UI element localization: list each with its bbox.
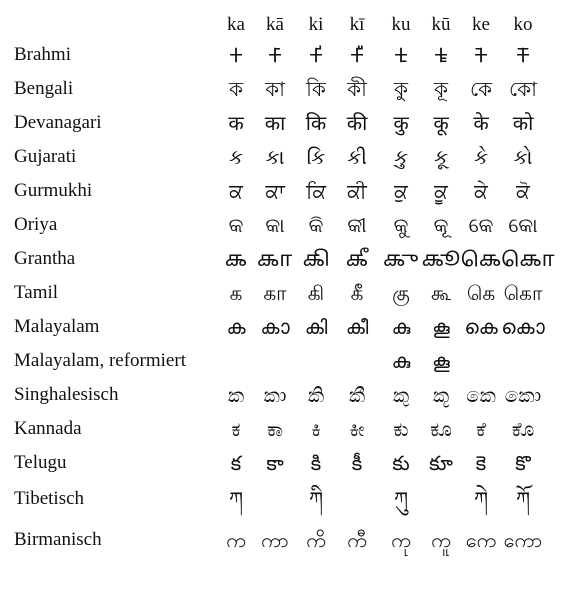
syllable-glyph: ਕਾ <box>265 179 285 203</box>
syllable-glyph: ཀེ <box>473 487 489 511</box>
script-row <box>0 310 572 344</box>
syllable-glyph: કી <box>347 145 367 169</box>
syllable-glyph: के <box>473 111 489 135</box>
script-name: Malayalam <box>14 316 100 337</box>
syllable-glyph: કે <box>473 145 489 169</box>
syllable-header-5: ku <box>391 14 411 35</box>
script-name: Brahmi <box>14 44 71 65</box>
syllable-glyph: ਕੀ <box>347 179 367 203</box>
syllable-glyph: కూ <box>429 451 453 475</box>
syllable-glyph: କୁ <box>393 213 409 237</box>
syllable-glyph: 𑌕𑍂 <box>421 247 461 271</box>
syllable-glyph: कू <box>433 111 449 135</box>
syllable-glyph: કો <box>513 145 533 169</box>
syllable-glyph: କୀ <box>347 213 367 237</box>
script-name: Devanagari <box>14 112 102 133</box>
syllable-glyph: કુ <box>393 145 409 169</box>
syllable-glyph: കൊ <box>501 315 545 339</box>
syllable-glyph: ကေ <box>465 528 497 552</box>
script-name: Tibetisch <box>14 488 85 509</box>
syllable-glyph: க <box>229 281 243 305</box>
syllable-glyph: કિ <box>306 145 326 169</box>
syllable-header-1: ka <box>227 14 245 35</box>
syllable-glyph: কে <box>469 77 493 101</box>
syllable-glyph: కొ <box>515 451 531 475</box>
syllable-glyph: කි <box>307 383 325 407</box>
script-row <box>0 174 572 208</box>
syllable-glyph: කා <box>263 383 287 407</box>
syllable-header-4: kī <box>349 14 365 35</box>
script-name: Malayalam, reformiert <box>14 350 186 371</box>
syllable-glyph: കീ <box>345 315 369 339</box>
script-row <box>0 344 572 378</box>
script-name: Singhalesisch <box>14 384 119 405</box>
syllable-glyph: କ <box>228 213 244 237</box>
syllable-glyph: 𑀓𑁂 <box>473 43 489 67</box>
syllable-glyph: 𑌕𑌿 <box>302 247 330 271</box>
syllable-glyph: કા <box>265 145 285 169</box>
syllable-glyph: ཀི <box>308 487 324 511</box>
script-row <box>0 378 572 412</box>
syllable-glyph: கெ <box>466 281 496 305</box>
syllable-glyph: কূ <box>434 77 448 101</box>
syllable-glyph: की <box>346 111 368 135</box>
script-row <box>0 140 572 174</box>
syllable-glyph: ಕೊ <box>511 417 535 441</box>
syllable-glyph: ਕੁ <box>394 179 408 203</box>
syllable-glyph: ကီ <box>347 528 367 552</box>
syllable-glyph: ක <box>227 383 245 407</box>
syllable-glyph: 𑌕 <box>224 247 248 271</box>
syllable-glyph: കു <box>391 315 411 339</box>
syllable-glyph: ကာ <box>261 528 289 552</box>
syllable-glyph: ਕਿ <box>305 179 327 203</box>
syllable-glyph: কী <box>347 77 367 101</box>
syllable-glyph: कि <box>305 111 327 135</box>
syllable-glyph: కీ <box>351 451 363 475</box>
syllable-glyph: కా <box>266 451 284 475</box>
syllable-header-3: ki <box>308 14 324 35</box>
syllable-glyph: ಕು <box>393 417 409 441</box>
syllable-glyph: કૂ <box>433 145 449 169</box>
syllable-glyph: 𑌕𑍋 <box>501 247 556 271</box>
syllable-glyph: கு <box>392 281 410 305</box>
syllable-glyph: କୋ <box>508 213 538 237</box>
syllable-glyph: ਕੇ <box>474 179 488 203</box>
syllable-glyph: ਕੋ <box>516 179 530 203</box>
syllable-glyph: క <box>230 451 242 475</box>
syllable-glyph: കാ <box>260 315 290 339</box>
syllable-glyph: 𑌕𑍁 <box>382 247 420 271</box>
script-row <box>0 276 572 310</box>
syllable-glyph: কি <box>306 77 326 101</box>
script-row <box>0 38 572 72</box>
script-name: Birmanisch <box>14 529 102 550</box>
syllable-glyph: ཀོ <box>515 487 531 511</box>
syllable-glyph: கீ <box>350 281 364 305</box>
syllable-glyph: ಕ <box>231 417 241 441</box>
syllable-glyph: कु <box>393 111 409 135</box>
syllable-glyph: ಕೆ <box>476 417 486 441</box>
syllable-glyph: කී <box>348 383 366 407</box>
syllable-glyph: 𑀓𑀸 <box>267 43 283 67</box>
script-row <box>0 72 572 106</box>
syllable-glyph: का <box>264 111 286 135</box>
syllable-glyph: கி <box>307 281 325 305</box>
script-row <box>0 242 572 276</box>
syllable-glyph: 𑀓𑀻 <box>349 43 365 67</box>
syllable-glyph: ਕੂ <box>434 179 448 203</box>
syllable-header-6: kū <box>431 14 451 35</box>
syllable-glyph: ཀ <box>228 487 244 511</box>
syllable-glyph: కు <box>392 451 410 475</box>
syllable-glyph: কো <box>509 77 537 101</box>
syllable-glyph: കൂ <box>432 349 450 373</box>
script-row <box>0 523 572 557</box>
script-row <box>0 208 572 242</box>
syllable-glyph: ക <box>226 315 246 339</box>
syllable-glyph: கா <box>263 281 287 305</box>
syllable-glyph: କି <box>308 213 324 237</box>
syllable-glyph: को <box>512 111 534 135</box>
syllable-glyph: 𑌕𑍇 <box>460 247 502 271</box>
script-row <box>0 412 572 446</box>
syllable-glyph: ကော <box>503 528 543 552</box>
script-row <box>0 106 572 140</box>
syllable-glyph: කූ <box>432 383 450 407</box>
syllable-glyph: କେ <box>468 213 494 237</box>
syllable-glyph: 𑀓𑀽 <box>433 43 449 67</box>
syllable-header-8: ko <box>513 14 533 35</box>
syllable-header-2: kā <box>266 14 284 35</box>
syllable-glyph: কু <box>394 77 408 101</box>
syllable-glyph: കെ <box>464 315 498 339</box>
syllable-glyph: ကု <box>391 528 411 552</box>
syllable-glyph: क <box>228 111 244 135</box>
syllable-glyph: ಕಾ <box>266 417 284 441</box>
syllable-glyph: 𑌕𑍀 <box>345 247 369 271</box>
script-row <box>0 446 572 480</box>
syllable-glyph: കൂ <box>432 315 450 339</box>
syllable-glyph: 𑀓𑀺 <box>308 43 324 67</box>
syllable-glyph: കു <box>391 349 411 373</box>
syllable-glyph: කු <box>392 383 410 407</box>
script-row <box>0 482 572 516</box>
script-name: Oriya <box>14 214 58 235</box>
syllable-glyph: ಕೀ <box>349 417 365 441</box>
syllable-glyph: 𑌕𑌾 <box>256 247 294 271</box>
syllable-glyph: କା <box>265 213 285 237</box>
syllable-glyph: കി <box>304 315 328 339</box>
syllable-glyph: ਕ <box>229 179 243 203</box>
syllable-glyph: ကူ <box>431 528 451 552</box>
syllable-glyph: కి <box>310 451 322 475</box>
script-name: Bengali <box>14 78 74 99</box>
syllable-glyph: 𑀓𑁄 <box>515 43 531 67</box>
syllable-glyph: 𑀓 <box>228 43 244 67</box>
script-name: Gujarati <box>14 146 77 167</box>
syllable-glyph: කො <box>504 383 542 407</box>
script-name: Grantha <box>14 248 76 269</box>
script-name: Tamil <box>14 282 59 303</box>
syllable-glyph: ಕೂ <box>430 417 452 441</box>
syllable-glyph: က <box>226 528 246 552</box>
syllable-glyph: 𑀓𑀼 <box>393 43 409 67</box>
syllable-header-7: ke <box>472 14 490 35</box>
syllable-glyph: කෙ <box>466 383 496 407</box>
script-name: Gurmukhi <box>14 180 93 201</box>
syllable-glyph: କୂ <box>433 213 449 237</box>
syllable-glyph: ક <box>228 145 244 169</box>
script-name: Telugu <box>14 452 67 473</box>
syllable-glyph: ཀུ <box>393 487 409 511</box>
syllable-glyph: ကိ <box>306 528 326 552</box>
syllable-header-row <box>0 12 572 38</box>
syllable-glyph: కె <box>475 451 487 475</box>
syllable-glyph: ক <box>229 77 243 101</box>
syllable-glyph: கொ <box>503 281 543 305</box>
script-name: Kannada <box>14 418 82 439</box>
syllable-glyph: কা <box>265 77 285 101</box>
syllable-glyph: கூ <box>430 281 452 305</box>
syllable-glyph: ಕಿ <box>311 417 321 441</box>
